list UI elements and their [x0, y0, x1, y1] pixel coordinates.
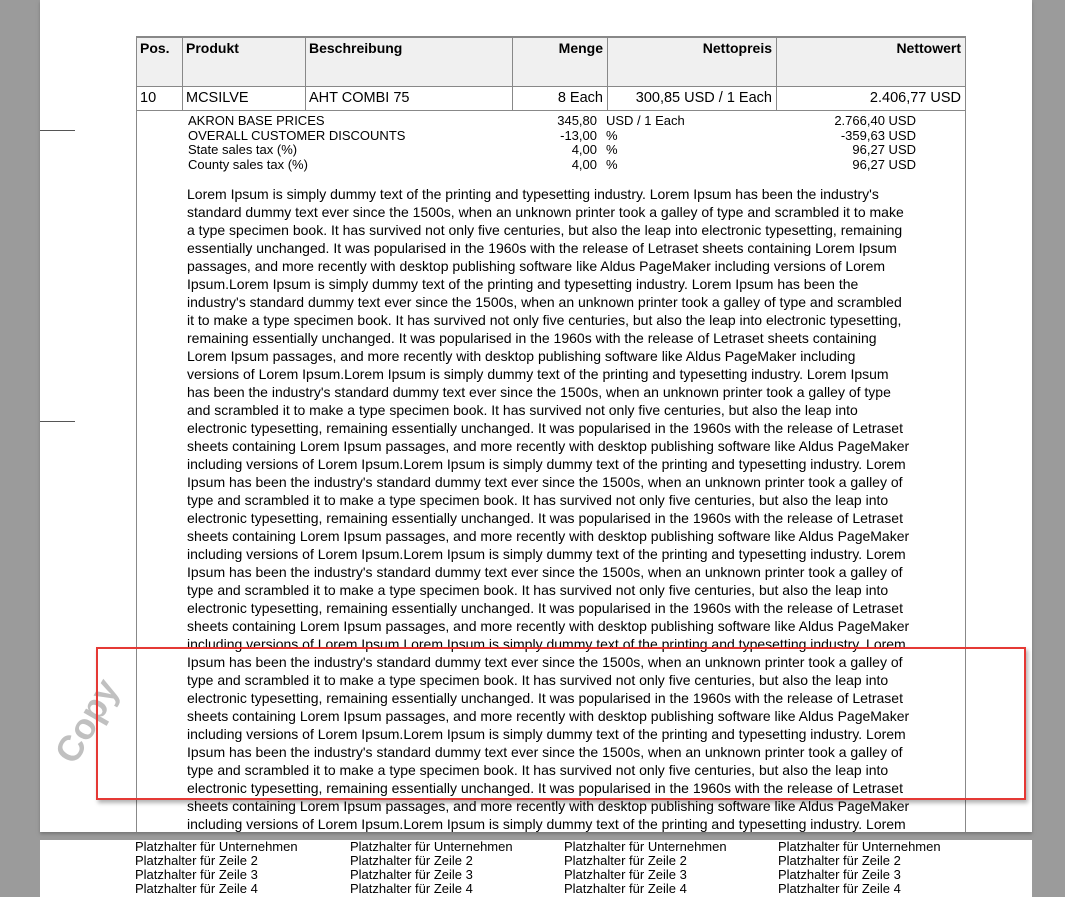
- placeholder-line: Platzhalter für Zeile 4: [564, 881, 687, 896]
- text-line: Lorem Ipsum passages, and more recently with desktop publishing software like Aldus PageMaker including: [187, 348, 856, 364]
- condition-unit: %: [606, 127, 618, 143]
- placeholder-line: Platzhalter für Unternehmen: [350, 840, 513, 854]
- header-net-price: Nettopreis: [702, 40, 772, 56]
- text-line: it to make a type specimen book. It has survived not only five centuries, but also the leap into electronic typesetting,: [187, 312, 902, 328]
- condition-label: AKRON BASE PRICES: [188, 113, 325, 128]
- table-border: [136, 86, 966, 87]
- text-line: standard dummy text ever since the 1500s, when an unknown printer took a galley of type and scrambled it to make: [187, 204, 904, 220]
- cell-pos: 10: [140, 90, 157, 106]
- placeholder-line: Platzhalter für Zeile 3: [778, 867, 901, 882]
- cell-product: MCSILVE: [186, 90, 249, 106]
- text-line: type and scrambled it to make a type specimen book. It has survived not only five centuries, but also the leap into: [187, 582, 889, 598]
- cell-description: AHT COMBI 75: [309, 90, 410, 106]
- text-line: industry's standard dummy text ever since the 1500s, when an unknown printer took a galley of type and scrambled: [187, 294, 902, 310]
- text-line: electronic typesetting, remaining essentially unchanged. It was popularised in the 1960s with the release of Letraset: [187, 600, 903, 616]
- placeholder-line: Platzhalter für Zeile 2: [778, 853, 901, 868]
- text-line: Ipsum has been the industry's standard dummy text ever since the 1500s, when an unknown printer took a galley of: [187, 564, 903, 580]
- condition-label: County sales tax (%): [188, 156, 308, 172]
- text-line: versions of Lorem Ipsum.Lorem Ipsum is simply dummy text of the printing and typesetting industry. Lorem Ipsum: [187, 366, 889, 382]
- text-line: electronic typesetting, remaining essentially unchanged. It was popularised in the 1960s with the release of Letraset: [187, 780, 903, 796]
- condition-amount: 2.766,40 USD: [834, 113, 916, 128]
- condition-amount: 96,27 USD: [852, 156, 916, 172]
- placeholder-line: Platzhalter für Zeile 3: [564, 867, 687, 882]
- text-line: a type specimen book. It has survived not only five centuries, but also the leap into electronic typesetting, remaining: [187, 222, 903, 238]
- watermark: Copy: [46, 671, 127, 770]
- text-line: including versions of Lorem Ipsum.Lorem Ipsum is simply dummy text of the printing and typesetting industry. Lorem: [187, 636, 906, 652]
- text-line: sheets containing Lorem Ipsum passages, and more recently with desktop publishing software like Aldus PageMaker: [187, 618, 910, 634]
- placeholder-line: Platzhalter für Zeile 3: [350, 867, 473, 882]
- text-line: including versions of Lorem Ipsum.Lorem Ipsum is simply dummy text of the printing and typesetting industry. Lorem: [187, 726, 906, 742]
- cell-net-value: 2.406,77 USD: [869, 90, 961, 106]
- text-line: sheets containing Lorem Ipsum passages, and more recently with desktop publishing software like Aldus PageMaker: [187, 798, 910, 814]
- text-line: electronic typesetting, remaining essentially unchanged. It was popularised in the 1960s with the release of Letraset: [187, 510, 903, 526]
- condition-value: -13,00: [560, 127, 597, 143]
- text-line: Ipsum has been the industry's standard dummy text ever since the 1500s, when an unknown printer took a galley of: [187, 744, 903, 760]
- margin-mark: [40, 130, 75, 131]
- condition-value: 4,00: [571, 156, 597, 172]
- cell-quantity: 8 Each: [557, 90, 603, 106]
- text-line: passages, and more recently with desktop publishing software like Aldus PageMaker including versions of Lorem: [187, 258, 886, 274]
- cell-net-price: 300,85 USD / 1 Each: [635, 90, 772, 106]
- text-line: type and scrambled it to make a type specimen book. It has survived not only five centuries, but also the leap into: [187, 762, 889, 778]
- text-line: sheets containing Lorem Ipsum passages, and more recently with desktop publishing software like Aldus PageMaker: [187, 528, 910, 544]
- placeholder-line: Platzhalter für Zeile 4: [350, 881, 473, 896]
- text-line: sheets containing Lorem Ipsum passages, and more recently with desktop publishing software like Aldus PageMaker: [187, 438, 910, 454]
- placeholder-line: Platzhalter für Zeile 2: [350, 853, 473, 868]
- header-description: Beschreibung: [309, 40, 403, 56]
- text-line: Ipsum has been the industry's standard dummy text ever since the 1500s, when an unknown printer took a galley of: [187, 654, 903, 670]
- table-border: [136, 110, 966, 111]
- text-line: type and scrambled it to make a type specimen book. It has survived not only five centuries, but also the leap into: [187, 672, 889, 688]
- table-border: [136, 36, 966, 38]
- document-page-2: [40, 840, 1032, 897]
- text-line: type and scrambled it to make a type specimen book. It has survived not only five centuries, but also the leap into: [187, 492, 889, 508]
- text-line: remaining essentially unchanged. It was popularised in the 1960s with the release of Letraset sheets containing: [187, 330, 877, 346]
- condition-unit: %: [606, 156, 618, 172]
- header-quantity: Menge: [558, 40, 603, 56]
- text-line: Lorem Ipsum is simply dummy text of the printing and typesetting industry. Lorem Ipsum has been the industry's: [187, 186, 879, 202]
- condition-label: State sales tax (%): [188, 142, 298, 157]
- condition-value: 4,00: [571, 142, 597, 157]
- text-line: including versions of Lorem Ipsum.Lorem Ipsum is simply dummy text of the printing and typesetting industry. Lorem: [187, 816, 906, 832]
- placeholder-line: Platzhalter für Zeile 2: [564, 853, 687, 868]
- condition-amount: 96,27 USD: [852, 142, 916, 157]
- text-line: including versions of Lorem Ipsum.Lorem Ipsum is simply dummy text of the printing and typesetting industry. Lorem: [187, 456, 906, 472]
- text-line: Ipsum.Lorem Ipsum is simply dummy text of the printing and typesetting industry. Lorem Ipsum has been the: [187, 276, 859, 292]
- highlight-box: [96, 647, 1026, 800]
- placeholder-line: Platzhalter für Unternehmen: [135, 840, 298, 854]
- header-product: Produkt: [186, 40, 239, 56]
- placeholder-line: Platzhalter für Zeile 3: [135, 867, 258, 882]
- text-line: essentially unchanged. It was popularised in the 1960s with the release of Letraset sheets containing Lorem Ipsum: [187, 240, 897, 256]
- placeholder-line: Platzhalter für Unternehmen: [778, 840, 941, 854]
- placeholder-line: Platzhalter für Zeile 4: [135, 881, 258, 896]
- condition-unit: %: [606, 142, 618, 157]
- text-line: has been the industry's standard dummy text ever since the 1500s, when an unknown printer took a galley of type: [187, 384, 891, 400]
- condition-value: 345,80: [557, 113, 597, 128]
- condition-label: OVERALL CUSTOMER DISCOUNTS: [188, 127, 406, 143]
- text-line: electronic typesetting, remaining essentially unchanged. It was popularised in the 1960s with the release of Letraset: [187, 690, 903, 706]
- text-line: electronic typesetting, remaining essentially unchanged. It was popularised in the 1960s with the release of Letraset: [187, 420, 903, 436]
- condition-unit: USD / 1 Each: [606, 113, 685, 128]
- margin-mark: [40, 421, 75, 422]
- placeholder-line: Platzhalter für Unternehmen: [564, 840, 727, 854]
- text-line: and scrambled it to make a type specimen book. It has survived not only five centuries, but also the leap into: [187, 402, 858, 418]
- text-line: Ipsum has been the industry's standard dummy text ever since the 1500s, when an unknown printer took a galley of: [187, 474, 903, 490]
- header-pos: Pos.: [140, 40, 170, 56]
- header-net-value: Nettowert: [896, 40, 961, 56]
- placeholder-line: Platzhalter für Zeile 4: [778, 881, 901, 896]
- text-line: sheets containing Lorem Ipsum passages, and more recently with desktop publishing software like Aldus PageMaker: [187, 708, 910, 724]
- condition-amount: -359,63 USD: [840, 127, 916, 143]
- text-line: including versions of Lorem Ipsum.Lorem Ipsum is simply dummy text of the printing and typesetting industry. Lorem: [187, 546, 906, 562]
- placeholder-line: Platzhalter für Zeile 2: [135, 853, 258, 868]
